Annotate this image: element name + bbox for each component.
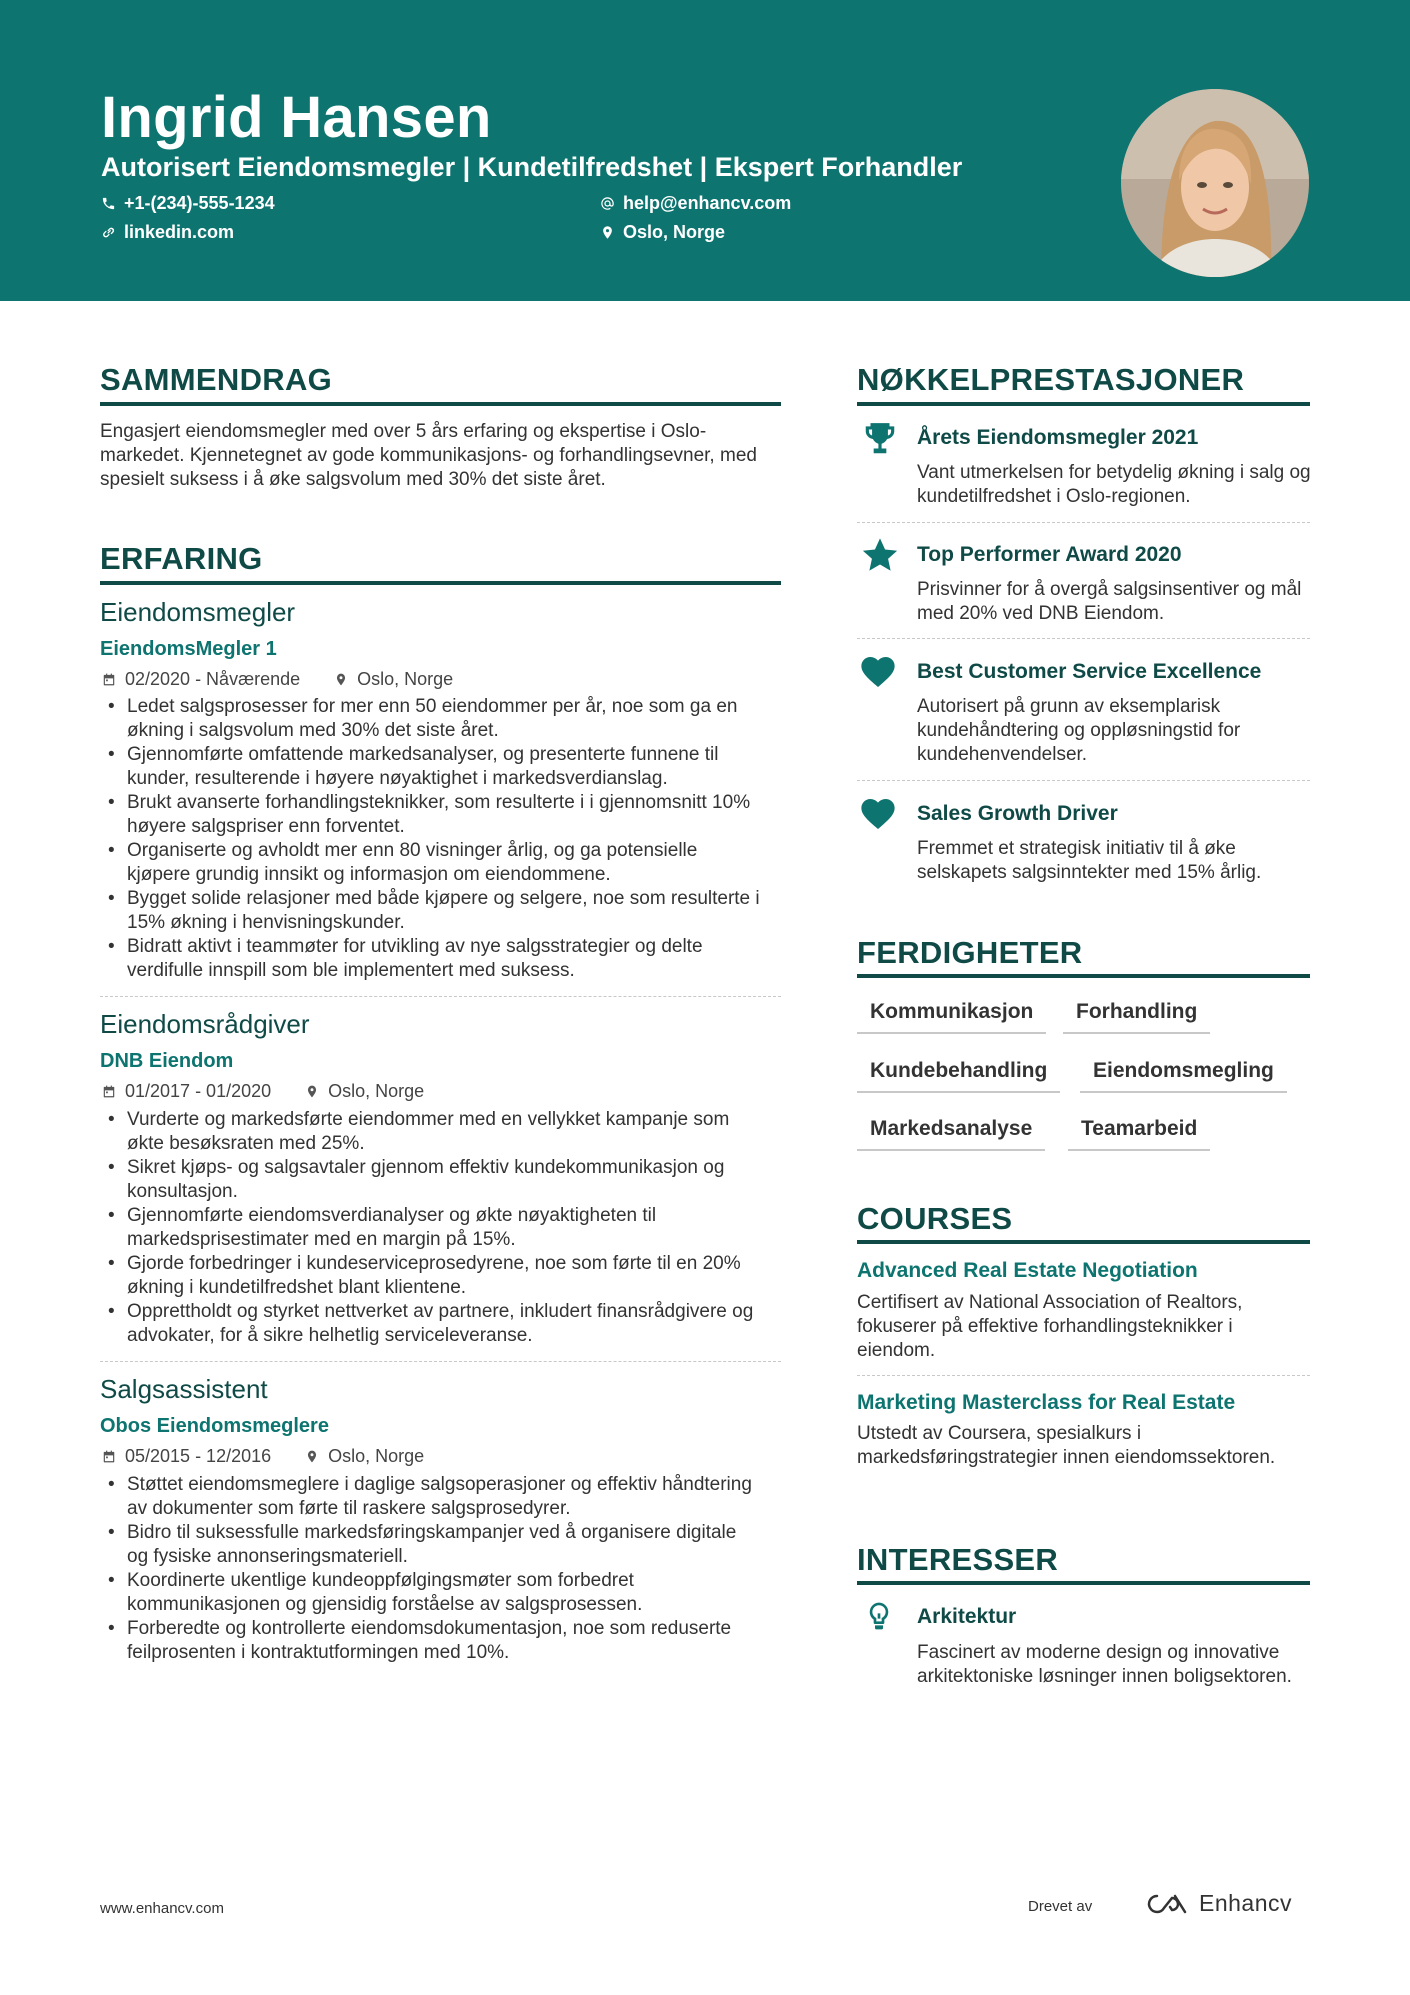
- job-location: Oslo, Norge: [328, 1081, 425, 1101]
- job-bullets: [100, 1473, 760, 1665]
- location-pin-icon: [600, 225, 615, 240]
- bullet-item: • Bidro til suksessfulle markedsføringskampanjer ved å organisere digitale og fysiske annonseringsmateriell.: [100, 1521, 760, 1569]
- achievement-divider: [857, 522, 1310, 523]
- enhancv-logo-icon: [1145, 1892, 1191, 1916]
- experience-heading: ERFARING: [100, 541, 263, 576]
- job-role: Salgsassistent: [100, 1374, 268, 1404]
- footer-powered-by: Drevet av: [1028, 1898, 1093, 1915]
- bullet-item: • Opprettholdt og styrket nettverket av partnere, inkludert finansrådgivere og advokater, for å sikre helhetlig serviceleveranse.: [100, 1300, 760, 1348]
- achievement-divider: [857, 638, 1310, 639]
- experience-rule: [100, 581, 781, 585]
- bullet-item: • Vurderte og markedsførte eiendommer med en vellykket kampanje som økte besøksraten med 25%.: [100, 1108, 760, 1156]
- achievements-rule: [857, 402, 1310, 406]
- job-meta: [102, 1081, 424, 1102]
- bullet-item: • Koordinerte ukentlige kundeoppfølgingsmøter som forbedret kommunikasjonen og gjensidig forståelse av salgsprosessen.: [100, 1569, 760, 1617]
- linkedin-text: linkedin.com: [124, 222, 235, 242]
- enhancv-logo[interactable]: [1145, 1890, 1292, 1917]
- calendar-icon: [102, 672, 116, 687]
- calendar-icon: [102, 1449, 116, 1464]
- job-location: Oslo, Norge: [357, 669, 454, 689]
- contact-location: [600, 222, 725, 243]
- course-desc: Certifisert av National Association of Realtors, fokuserer på effektive forhandlingsteknikker i eiendom.: [857, 1292, 1243, 1361]
- link-icon: [101, 225, 116, 240]
- bullet-item: • Gjennomførte eiendomsverdianalyser og økte nøyaktigheten til markedsprisestimater med en margin på 15%.: [100, 1204, 760, 1252]
- skill-tag: Markedsanalyse: [857, 1117, 1045, 1151]
- course-divider: [857, 1375, 1310, 1376]
- achievement-title: Sales Growth Driver: [917, 802, 1118, 825]
- skill-tag: Kundebehandling: [857, 1059, 1060, 1093]
- header-banner: [0, 0, 1410, 301]
- skill-tag: Forhandling: [1063, 1000, 1210, 1034]
- enhancv-brand: Enhancv: [1199, 1890, 1293, 1916]
- profile-photo: [1121, 89, 1309, 277]
- footer-website[interactable]: www.enhancv.com: [100, 1900, 224, 1917]
- phone-icon: [101, 196, 116, 211]
- bullet-item: • Bidratt aktivt i teammøter for utvikling av nye salgsstrategier og delte verdifulle innspill som ble implementert med suksess.: [100, 935, 760, 983]
- job-company: DNB Eiendom: [100, 1050, 234, 1072]
- job-dates: 01/2017 - 01/2020: [125, 1081, 272, 1101]
- interests-rule: [857, 1581, 1310, 1585]
- course-desc: Utstedt av Coursera, spesialkurs i markedsføringstrategier innen eiendomssektoren.: [857, 1423, 1276, 1468]
- contact-email[interactable]: [600, 193, 791, 214]
- achievement-desc: Autorisert på grunn av eksemplarisk kundehåndtering og oppløsningstid for kundehenvendelser.: [917, 696, 1241, 765]
- at-icon: [600, 196, 615, 211]
- job-bullets: [100, 1108, 760, 1348]
- summary-heading: SAMMENDRAG: [100, 362, 333, 397]
- calendar-icon: [102, 1084, 116, 1099]
- skill-tag: Eiendomsmegling: [1080, 1059, 1287, 1093]
- achievement-title: Top Performer Award 2020: [917, 543, 1182, 566]
- bullet-item: • Støttet eiendomsmeglere i daglige salgsoperasjoner og effektiv håndtering av dokumenter som førte til raskere salgsprosedyrer.: [100, 1473, 760, 1521]
- job-meta: [102, 1446, 424, 1467]
- job-bullets: [100, 695, 760, 983]
- job-company: Obos Eiendomsmeglere: [100, 1415, 329, 1437]
- location-pin-icon: [305, 1449, 319, 1464]
- summary-rule: [100, 402, 781, 406]
- job-company: EiendomsMegler 1: [100, 638, 277, 660]
- interest-title: Arkitektur: [917, 1605, 1017, 1628]
- email-text: help@enhancv.com: [623, 193, 792, 213]
- star-icon: [861, 536, 899, 574]
- location-text: Oslo, Norge: [623, 222, 726, 242]
- achievements-heading: NØKKELPRESTASJONER: [857, 362, 1245, 397]
- skills-heading: FERDIGHETER: [857, 935, 1083, 970]
- courses-heading: COURSES: [857, 1201, 1013, 1236]
- achievement-desc: Fremmet et strategisk initiativ til å øke selskapets salgsinntekter med 15% årlig.: [917, 838, 1262, 883]
- interest-desc: Fascinert av moderne design og innovative arkitektoniske løsninger innen boligsektoren.: [917, 1642, 1292, 1687]
- courses-rule: [857, 1240, 1310, 1244]
- trophy-icon: [861, 420, 899, 458]
- job-location: Oslo, Norge: [328, 1446, 425, 1466]
- bullet-item: • Ledet salgsprosesser for mer enn 50 eiendommer per år, noe som ga en økning i salgsvolum med 30% det siste året.: [100, 695, 760, 743]
- bullet-item: • Gjorde forbedringer i kundeserviceprosedyrene, noe som førte til en 20% økning i kundetilfredshet blant klientene.: [100, 1252, 760, 1300]
- job-dates: 05/2015 - 12/2016: [125, 1446, 272, 1466]
- bullet-item: • Sikret kjøps- og salgsavtaler gjennom effektiv kundekommunikasjon og konsultasjon.: [100, 1156, 760, 1204]
- course-title: Marketing Masterclass for Real Estate: [857, 1391, 1236, 1414]
- candidate-name: Ingrid Hansen: [101, 85, 492, 150]
- skill-tag: Kommunikasjon: [857, 1000, 1046, 1034]
- contact-phone[interactable]: [101, 193, 275, 214]
- contact-linkedin[interactable]: [101, 222, 234, 243]
- job-role: Eiendomsrådgiver: [100, 1009, 310, 1039]
- job-role: Eiendomsmegler: [100, 597, 296, 627]
- candidate-tagline: Autorisert Eiendomsmegler | Kundetilfredshet | Ekspert Forhandler: [101, 152, 963, 182]
- achievement-title: Årets Eiendomsmegler 2021: [917, 426, 1199, 449]
- achievement-title: Best Customer Service Excellence: [917, 660, 1262, 683]
- course-title: Advanced Real Estate Negotiation: [857, 1259, 1198, 1282]
- location-pin-icon: [305, 1084, 319, 1099]
- skills-rule: [857, 974, 1310, 978]
- heart-icon: [859, 795, 897, 833]
- job-divider: [100, 1361, 781, 1362]
- achievement-desc: Vant utmerkelsen for betydelig økning i salg og kundetilfredshet i Oslo-regionen.: [917, 462, 1311, 507]
- bullet-item: • Bygget solide relasjoner med både kjøpere og selgere, noe som resulterte i 15% økning i henvisningskunder.: [100, 887, 760, 935]
- achievement-divider: [857, 780, 1310, 781]
- lightbulb-icon: [863, 1598, 895, 1634]
- bullet-item: • Forberedte og kontrollerte eiendomsdokumentasjon, noe som reduserte feilprosenten i kontraktutformingen med 10%.: [100, 1617, 760, 1665]
- location-pin-icon: [334, 672, 348, 687]
- achievement-desc: Prisvinner for å overgå salgsinsentiver og mål med 20% ved DNB Eiendom.: [917, 579, 1302, 624]
- job-divider: [100, 996, 781, 997]
- summary-text: Engasjert eiendomsmegler med over 5 års erfaring og ekspertise i Oslo-markedet. Kjennetegnet av gode kommunikasjons- og forhandlingsevner, med spesielt suksess i å øke salgsvolum med 30% det siste året.: [100, 421, 757, 490]
- job-dates: 02/2020 - Nåværende: [125, 669, 301, 689]
- interests-heading: INTERESSER: [857, 1542, 1059, 1577]
- bullet-item: • Organiserte og avholdt mer enn 80 visninger årlig, og ga potensielle kjøpere grundig innsikt og informasjon om eiendommene.: [100, 839, 760, 887]
- skill-tag: Teamarbeid: [1068, 1117, 1210, 1151]
- heart-icon: [859, 653, 897, 691]
- bullet-item: • Brukt avanserte forhandlingsteknikker, som resulterte i i gjennomsnitt 10% høyere salgspriser enn forventet.: [100, 791, 760, 839]
- job-meta: [102, 669, 453, 690]
- bullet-item: • Gjennomførte omfattende markedsanalyser, og presenterte funnene til kunder, resulterende i høyere nøyaktighet i markedsverdianslag.: [100, 743, 760, 791]
- phone-text: +1-(234)-555-1234: [124, 193, 275, 213]
